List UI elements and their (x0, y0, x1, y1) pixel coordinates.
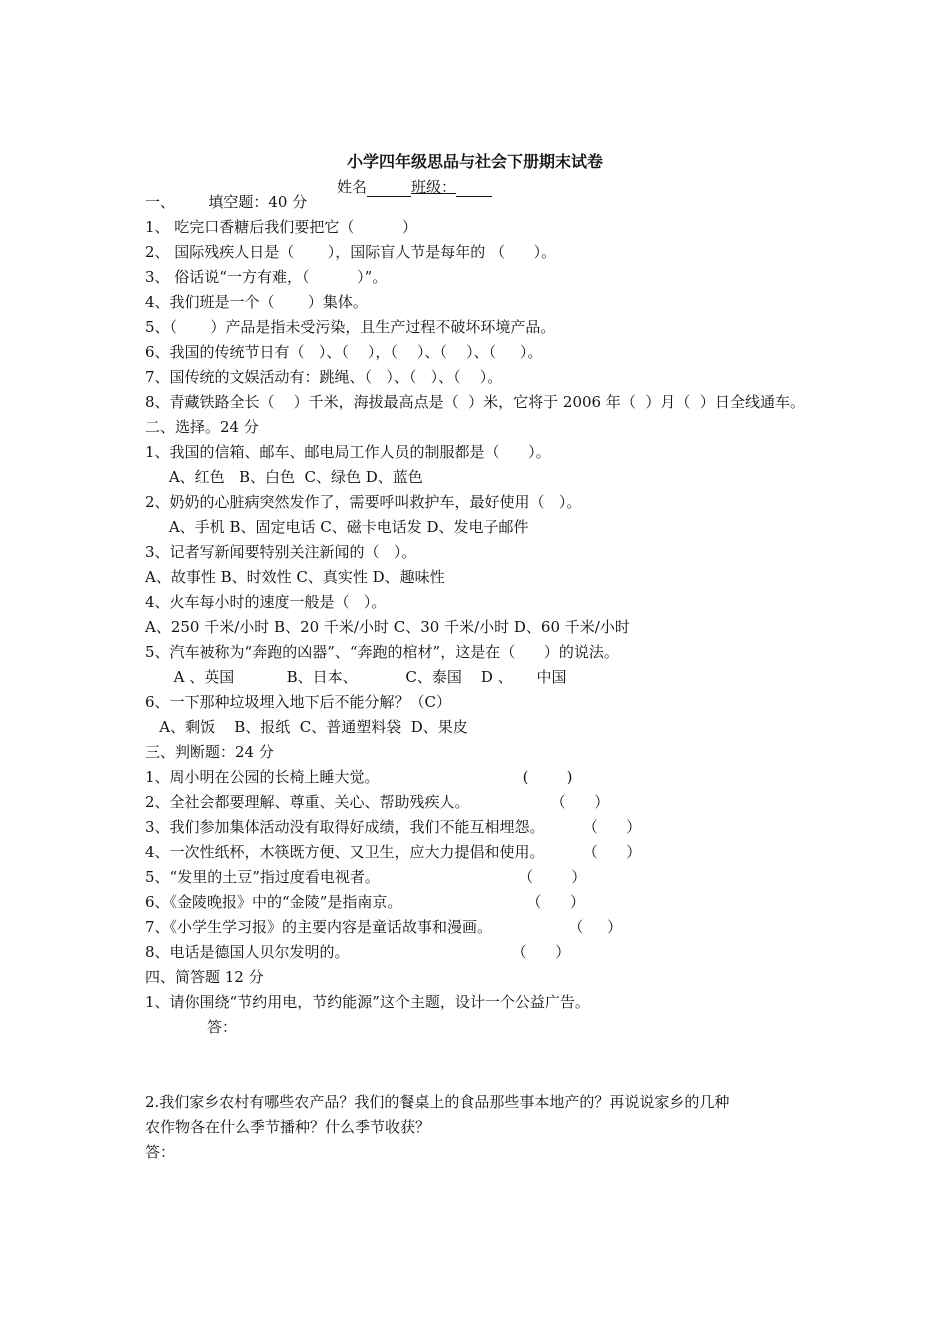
exam-line: 3、我们参加集体活动没有取得好成绩，我们不能互相埋怨。 （ ） (145, 818, 642, 836)
page-title: 小学四年级思品与社会下册期末试卷 (346, 152, 603, 171)
exam-line: 2.我们家乡农村有哪些农产品？我们的餐桌上的食品那些事本地产的？再说说家乡的几种 (145, 1093, 730, 1111)
name-blank (367, 180, 411, 197)
exam-line: 2、全社会都要理解、尊重、关心、帮助残疾人。 （ ） (145, 793, 610, 811)
exam-line: 6、一下那种垃圾埋入地下后不能分解？（C） (145, 693, 452, 711)
exam-line: A 、英国 B、日本、 C、泰国 D 、 中国 (145, 668, 567, 686)
exam-line: 6、我国的传统节日有（ ）、（ ），（ ）、（ ）、（ ）。 (145, 343, 543, 361)
exam-line: 5、“发里的土豆”指过度看电视者。 （ ） (145, 868, 587, 886)
exam-line: 7、国传统的文娱活动有：跳绳、（ ）、（ ）、（ ）。 (145, 368, 503, 386)
exam-line: 2、 国际残疾人日是（ ），国际盲人节是每年的 （ ）。 (145, 243, 557, 261)
exam-line: 4、火车每小时的速度一般是（ ）。 (145, 593, 387, 611)
exam-line: A、250 千米/小时 B、20 千米/小时 C、30 千米/小时 D、60 千米/小时 (145, 618, 630, 636)
name-class-line (337, 177, 492, 197)
exam-line: 8、电话是德国人贝尔发明的。 （ ） (145, 943, 571, 961)
exam-line: 1、我国的信箱、邮车、邮电局工作人员的制服都是（ ）。 (145, 443, 551, 461)
class-blank (456, 180, 492, 197)
exam-line: 3、记者写新闻要特别关注新闻的（ ）。 (145, 543, 417, 561)
exam-line: 农作物各在什么季节播种？什么季节收获？ (145, 1118, 431, 1136)
exam-line: 1、请你围绕“节约用电，节约能源”这个主题，设计一个公益广告。 (145, 993, 590, 1011)
exam-line: A、手机 B、固定电话 C、磁卡电话发 D、发电子邮件 (145, 518, 529, 536)
exam-line: 1、 吃完口香糖后我们要把它（ ） (145, 218, 417, 236)
exam-line: 5、汽车被称为“奔跑的凶器”、“奔跑的棺材”，这是在（ ）的说法。 (145, 643, 619, 661)
exam-line: 答： (145, 1018, 237, 1036)
exam-line: 答： (145, 1143, 176, 1161)
exam-line: 一、 填空题：40 分 (145, 193, 308, 211)
exam-line: 3、 俗话说“一方有难，（ ）”。 (145, 268, 388, 286)
exam-line: 4、一次性纸杯，木筷既方便、又卫生，应大力提倡和使用。 （ ） (145, 843, 642, 861)
name-label: 姓名 (337, 178, 368, 196)
exam-line: A、故事性 B、时效性 C、真实性 D、趣味性 (145, 568, 445, 586)
exam-line: 5、（ ）产品是指未受污染，且生产过程不破坏环境产品。 (145, 318, 556, 336)
exam-line: 四、简答题 12 分 (145, 968, 264, 986)
exam-line: 二、选择。24 分 (145, 418, 259, 436)
exam-line: A、红色 B、白色 C、绿色 D、蓝色 (145, 468, 423, 486)
exam-line: 三、判断题：24 分 (145, 743, 274, 761)
exam-line: 7、《小学生学习报》的主要内容是童话故事和漫画。 （ ） (145, 918, 623, 936)
exam-line: 8、青藏铁路全长（ ）千米，海拔最高点是（ ）米，它将于 2006 年（ ）月（ ）日全线通车。 (145, 393, 805, 411)
exam-line: 2、奶奶的心脏病突然发作了，需要呼叫救护车，最好使用（ ）。 (145, 493, 582, 511)
class-label: 班级： (411, 178, 457, 196)
exam-line: 6、《金陵晚报》中的“金陵”是指南京。 （ ） (145, 893, 585, 911)
exam-line: A、剩饭 B、报纸 C、普通塑料袋 D、果皮 (145, 718, 468, 736)
exam-line: 1、周小明在公园的长椅上睡大觉。 ( ) (145, 768, 573, 786)
exam-line: 4、我们班是一个（ ）集体。 (145, 293, 368, 311)
